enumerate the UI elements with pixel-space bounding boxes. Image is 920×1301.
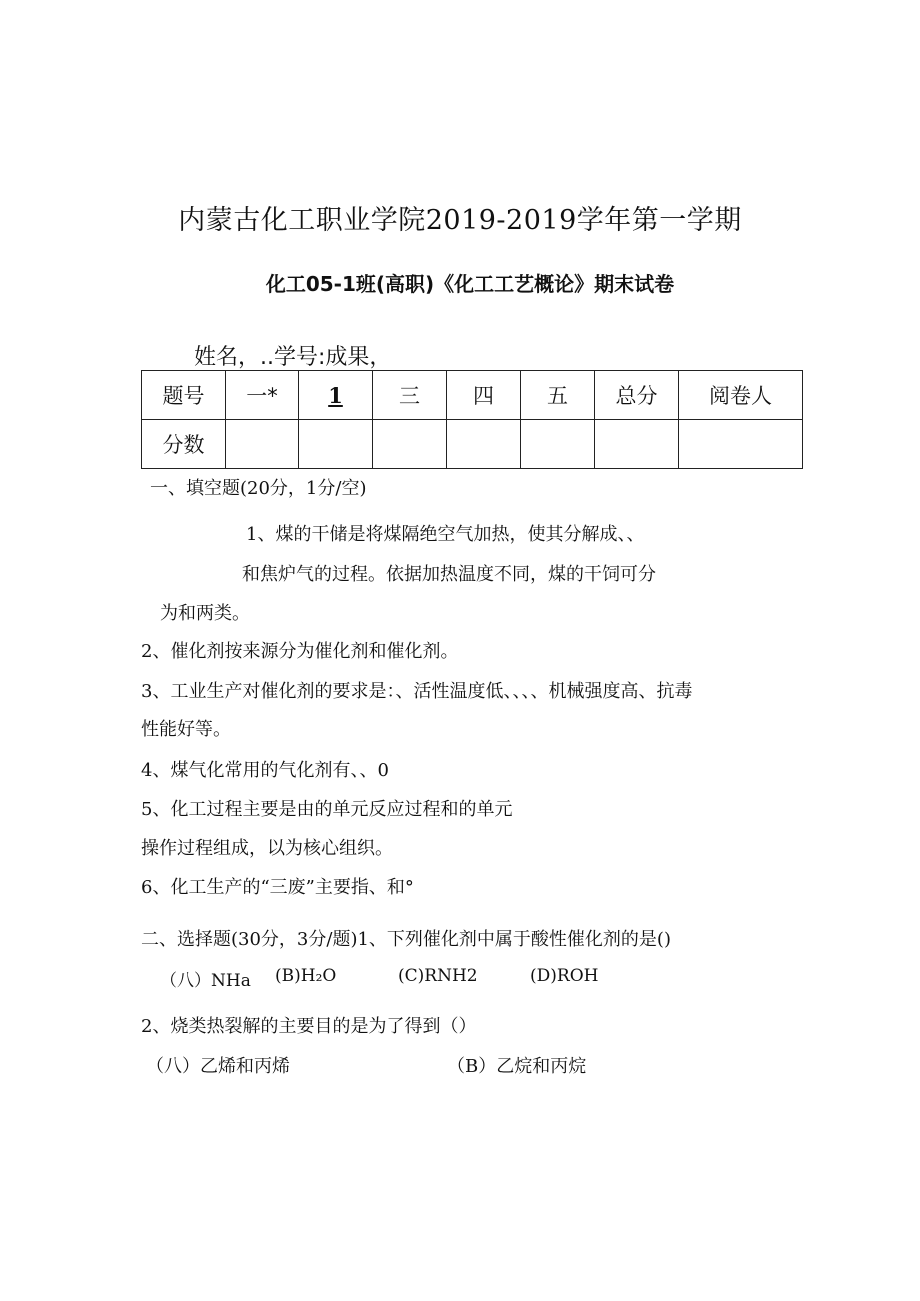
column-grader: 阅卷人	[679, 371, 803, 420]
q1-line1: 1、煤的干储是将煤隔绝空气加热，使其分解成、、	[246, 524, 645, 545]
score-table-header-row	[142, 371, 803, 420]
section2-heading: 二、选择题(30分，3分/题)1、下列催化剂中属于酸性催化剂的是()	[141, 929, 671, 950]
q5-line1: 5、化工过程主要是由的单元反应过程和的单元	[141, 799, 513, 820]
column-part-2: 1	[299, 371, 373, 420]
s2-q2-option-b: （B）乙烷和丙烷	[447, 1056, 587, 1077]
option-d: (D)ROH	[530, 966, 599, 986]
column-part-4: 四	[447, 371, 521, 420]
score-cell[interactable]	[447, 420, 521, 469]
score-table-score-row	[142, 420, 803, 469]
q4: 4、煤气化常用的气化剂有、、0	[141, 760, 389, 781]
score-row-label: 分数	[142, 420, 226, 469]
score-cell[interactable]	[521, 420, 595, 469]
q1-line2: 和焦炉气的过程。依据加热温度不同，煤的干饲可分	[242, 564, 656, 585]
column-total: 总分	[595, 371, 679, 420]
score-cell[interactable]	[226, 420, 299, 469]
score-cell[interactable]	[373, 420, 447, 469]
option-c: (C)RNH2	[398, 966, 478, 986]
q3-line2: 性能好等。	[141, 719, 231, 740]
column-part-3: 三	[373, 371, 447, 420]
student-info-line: 姓名，..学号:成果，	[194, 345, 392, 370]
option-b: (B)H₂O	[275, 966, 337, 986]
column-part-5: 五	[521, 371, 595, 420]
score-cell[interactable]	[299, 420, 373, 469]
score-table	[141, 370, 803, 469]
q1-line3: 为和两类。	[160, 603, 250, 624]
section1-heading: 一、填空题(20分，1分/空)	[150, 478, 367, 499]
option-a: （八）NHa	[160, 971, 251, 991]
q2: 2、催化剂按来源分为催化剂和催化剂。	[141, 641, 459, 662]
q6: 6、化工生产的“三废”主要指、和°	[141, 877, 414, 898]
q5-line2: 操作过程组成，以为核心组织。	[141, 838, 393, 859]
score-cell[interactable]	[595, 420, 679, 469]
column-part-1: 一*	[226, 371, 299, 420]
q3-line1: 3、工业生产对催化剂的要求是：、活性温度低、、、、机械强度高、抗毒	[141, 681, 693, 702]
question-number-label: 题号	[142, 371, 226, 420]
exam-title: 内蒙古化工职业学院2019-2019学年第一学期	[178, 205, 742, 236]
s2-q2-option-a: （八）乙烯和丙烯	[146, 1056, 290, 1077]
s2-q2: 2、烧类热裂解的主要目的是为了得到（）	[141, 1016, 477, 1037]
exam-subtitle: 化工05-1班(高职)《化工工艺概论》期末试卷	[265, 272, 675, 296]
score-cell[interactable]	[679, 420, 803, 469]
